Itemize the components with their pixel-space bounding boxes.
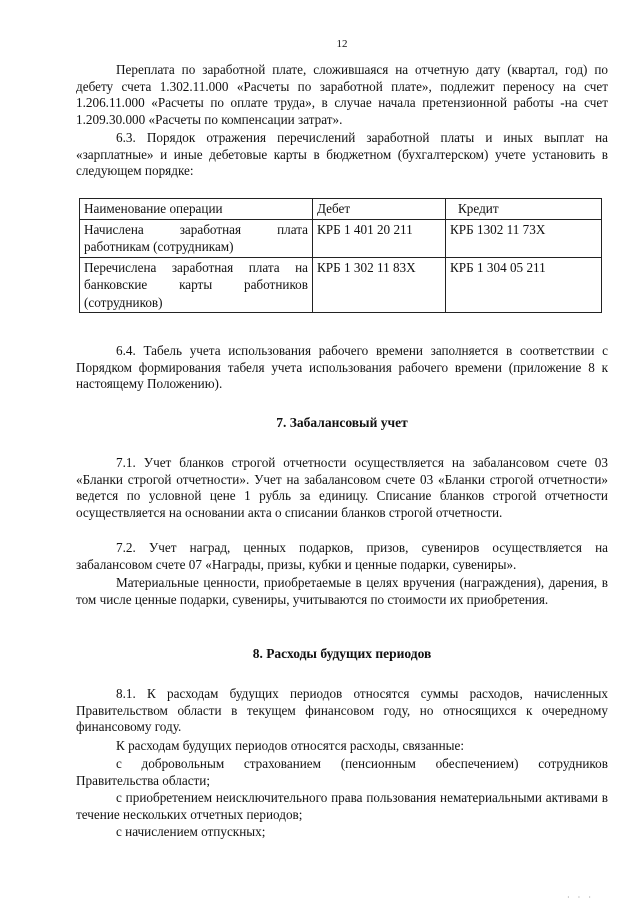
table-row xyxy=(80,257,602,313)
table-cell: КРБ 1 401 20 211 xyxy=(313,219,446,257)
paragraph-insurance: с добровольным страхованием (пенсионным обеспечением) сотрудников Правительства области; xyxy=(76,756,608,788)
table-header-cell: Кредит xyxy=(446,199,602,220)
page-number: 12 xyxy=(336,38,348,50)
table-header-cell: Наименование операции xyxy=(80,199,313,220)
section-heading-7: 7. Забалансовый учет xyxy=(276,415,408,430)
paragraph-7-1: 7.1. Учет бланков строгой отчетности осуществляется на забалансовом счете 03 «Бланки строгой отчетности». Учет на забалансовом счете 03 «Бланки строгой отчетности» ведется по условной цене 1 рубль за единицу. Списание бланков строгой отчетности осуществляется на основании акта о списании бланков строгой отчетности. xyxy=(76,455,608,520)
section-heading-8: 8. Расходы будущих периодов xyxy=(252,646,432,661)
table-cell: Начислена заработная плата работникам (сотрудникам) xyxy=(80,219,313,257)
scan-mark: · · · xyxy=(567,893,594,902)
paragraph-intangible-assets: с приобретением неисключительного права пользования нематериальными активами в течение нескольких отчетных периодов; xyxy=(76,790,608,822)
paragraph-7-2: 7.2. Учет наград, ценных подарков, призов, сувениров осуществляется на забалансовом счете 07 «Награды, призы, кубки и ценные подарки, сувениры». xyxy=(76,540,608,572)
table-cell: КРБ 1302 11 73Х xyxy=(446,219,602,257)
table-cell: КРБ 1 302 11 83Х xyxy=(313,257,446,313)
table-header-cell: Дебет xyxy=(313,199,446,220)
paragraph-8-1: 8.1. К расходам будущих периодов относятся суммы расходов, начисленных Правительством области в текущем финансовом году, но относящихся к очередному финансовому году. xyxy=(76,686,608,735)
accounting-table xyxy=(79,198,602,313)
table-header-row xyxy=(80,199,602,220)
table-row xyxy=(80,219,602,257)
paragraph-overpayment: Переплата по заработной плате, сложившаяся на отчетную дату (квартал, год) по дебету счета 1.302.11.000 «Расчеты по заработной плате», подлежит переносу на счет 1.206.11.000 «Расчеты по оплате труда», в случае начала претензионной работы -на счет 1.209.30.000 «Расчеты по компенсации затрат». xyxy=(76,62,608,127)
paragraph-vacation-pay: с начислением отпускных; xyxy=(116,824,266,839)
paragraph-material-values: Материальные ценности, приобретаемые в целях вручения (награждения), дарения, в том числе ценные подарки, сувениры, учитываются по стоимости их приобретения. xyxy=(76,575,608,607)
paragraph-expenses-intro: К расходам будущих периодов относятся расходы, связанные: xyxy=(116,738,465,753)
table-cell: КРБ 1 304 05 211 xyxy=(446,257,602,313)
table-cell: Перечислена заработная плата на банковские карты работников (сотрудников) xyxy=(80,257,313,313)
paragraph-6-3: 6.3. Порядок отражения перечислений заработной платы и иных выплат на «зарплатные» и иные дебетовые карты в бюджетном (бухгалтерском) учете установить в следующем порядке: xyxy=(76,130,608,179)
paragraph-6-4: 6.4. Табель учета использования рабочего времени заполняется в соответствии с Порядком формирования табеля учета использования рабочего времени (приложение 8 к настоящему Положению). xyxy=(76,343,608,392)
